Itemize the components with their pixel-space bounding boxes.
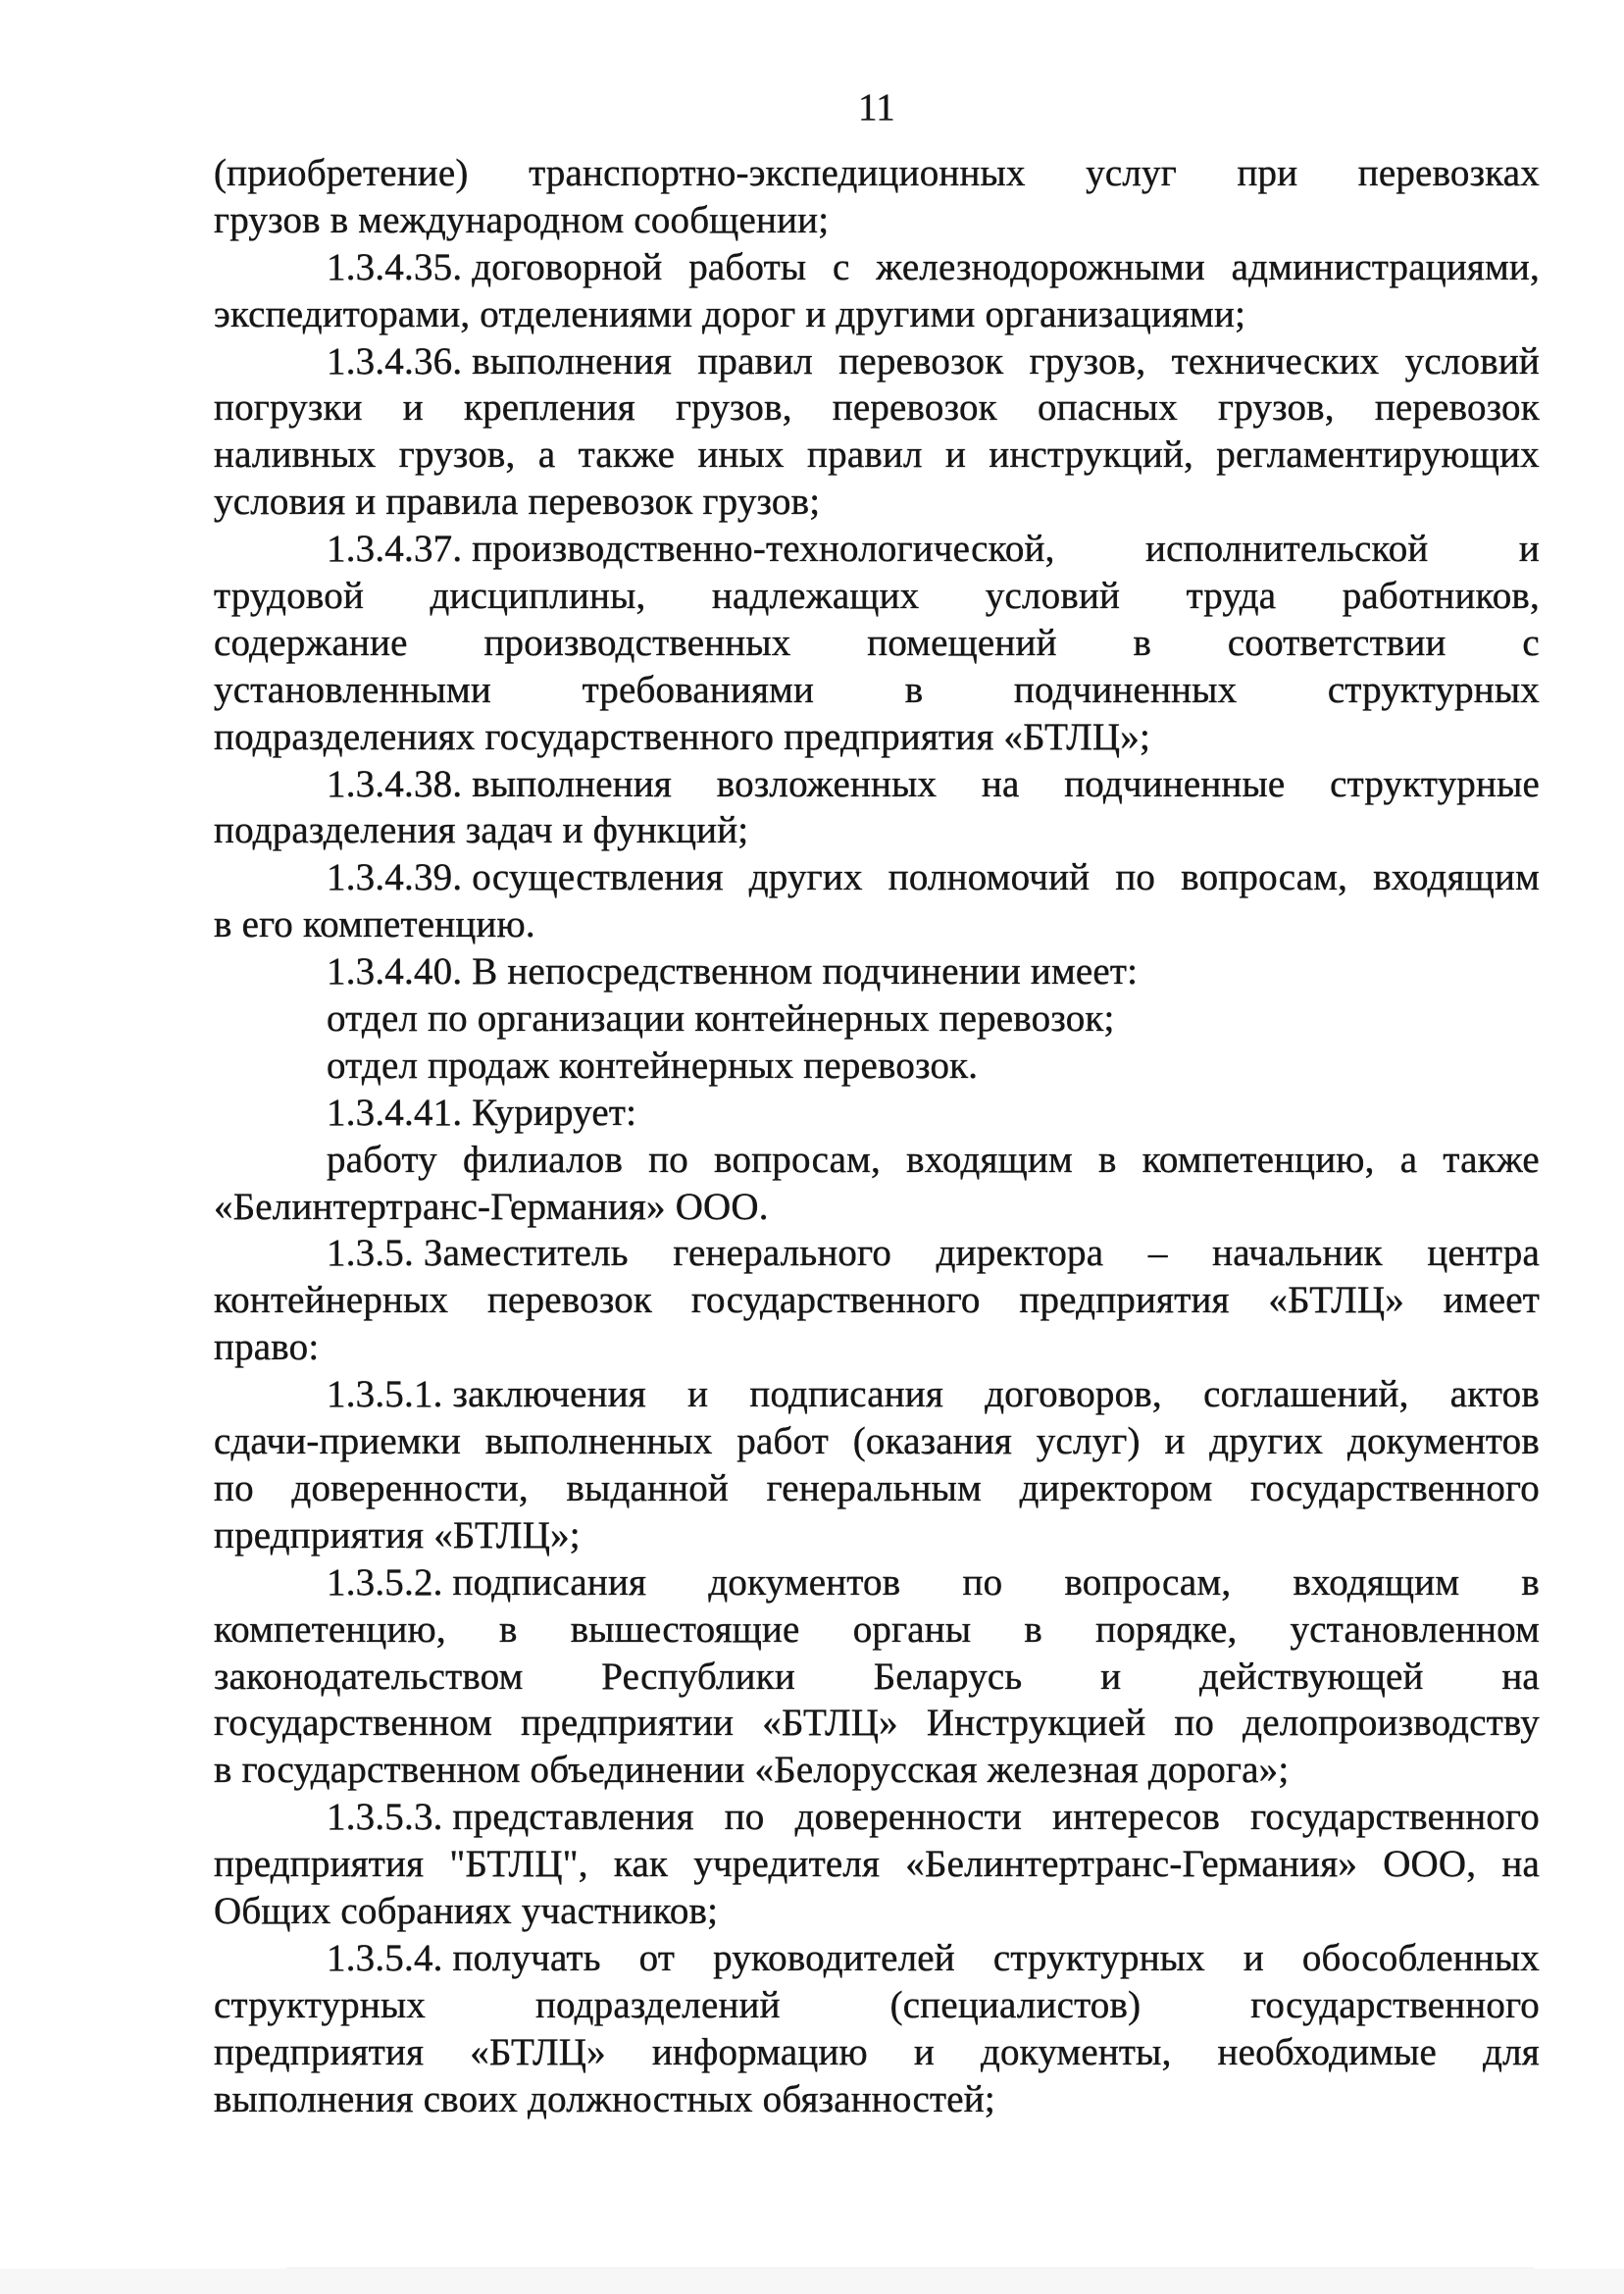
document-text xyxy=(214,150,1540,2122)
text-line: подразделения задач и функций; xyxy=(214,809,749,852)
text-line: Общих собраниях участников; xyxy=(214,1889,719,1932)
paragraph xyxy=(214,150,1540,244)
text-line: 1.3.4.38. выполнения возложенных на подчиненные структурные xyxy=(327,762,1540,805)
text-line: государственном предприятии «БТЛЦ» Инструкцией по делопроизводству xyxy=(214,1702,1540,1745)
text-line: содержание производственных помещений в соответствии с xyxy=(214,621,1540,664)
text-line: отдел по организации контейнерных перевозок; xyxy=(327,997,1115,1041)
text-line: по доверенности, выданной генеральным директором государственного xyxy=(214,1466,1540,1509)
page-number: 11 xyxy=(858,86,895,128)
paragraph xyxy=(214,526,1540,760)
text-line: 1.3.4.40. В непосредственном подчинении имеет: xyxy=(327,950,1139,994)
text-line: предприятия «БТЛЦ»; xyxy=(214,1513,581,1556)
paragraph xyxy=(214,1090,1540,1137)
paragraph xyxy=(214,244,1540,338)
paragraph xyxy=(214,1935,1540,2123)
text-line: 1.3.4.41. Курирует: xyxy=(327,1091,637,1134)
text-line: (приобретение) транспортно-экспедиционных услуг при перевозках xyxy=(214,152,1540,194)
text-line: 1.3.4.37. производственно-технологической, исполнительской и xyxy=(327,528,1540,571)
paragraph xyxy=(214,1043,1540,1090)
text-line: предприятия «БТЛЦ» информацию и документы, необходимые для xyxy=(214,2030,1540,2073)
paragraph xyxy=(214,338,1540,527)
paragraph xyxy=(214,1137,1540,1231)
text-line: 1.3.4.35. договорной работы с железнодорожными администрациями, xyxy=(327,245,1540,288)
text-line: право: xyxy=(214,1326,320,1369)
paragraph xyxy=(214,1794,1540,1935)
text-line: отдел продаж контейнерных перевозок. xyxy=(327,1044,979,1087)
text-line: установленными требованиями в подчиненных структурных xyxy=(214,668,1540,711)
text-line: наливных грузов, а также иных правил и инструкций, регламентирующих xyxy=(214,433,1540,477)
text-line: подразделениях государственного предприятия «БТЛЦ»; xyxy=(214,715,1151,758)
text-line: условия и правила перевозок грузов; xyxy=(214,481,821,524)
text-line: законодательством Республики Беларусь и действующей на xyxy=(214,1655,1540,1698)
text-line: экспедиторами, отделениями дорог и другими организациями; xyxy=(214,292,1246,335)
paragraph xyxy=(214,948,1540,995)
text-line: трудовой дисциплины, надлежащих условий труда работников, xyxy=(214,575,1540,618)
paragraph xyxy=(214,1230,1540,1371)
paragraph xyxy=(214,1559,1540,1794)
text-line: 1.3.5. Заместитель генерального директора – начальник центра xyxy=(327,1232,1540,1275)
paragraph xyxy=(214,761,1540,855)
text-line: работу филиалов по вопросам, входящим в компетенцию, а также xyxy=(327,1138,1540,1181)
paragraph xyxy=(214,995,1540,1043)
text-line: структурных подразделений (специалистов) государственного xyxy=(214,1983,1540,2026)
text-line: предприятия "БТЛЦ", как учредителя «Белинтертранс-Германия» ООО, на xyxy=(214,1843,1540,1886)
text-line: 1.3.5.2. подписания документов по вопросам, входящим в xyxy=(327,1560,1540,1604)
text-line: 1.3.4.36. выполнения правил перевозок грузов, технических условий xyxy=(327,339,1540,382)
text-line: контейнерных перевозок государственного предприятия «БТЛЦ» имеет xyxy=(214,1279,1540,1322)
text-line: сдачи-приемки выполненных работ (оказания услуг) и других документов xyxy=(214,1420,1540,1463)
text-line: 1.3.5.3. представления по доверенности интересов государственного xyxy=(327,1796,1540,1839)
text-line: в его компетенцию. xyxy=(214,903,535,946)
scan-artifact-band xyxy=(0,2269,1624,2294)
text-line: погрузки и крепления грузов, перевозок опасных грузов, перевозок xyxy=(214,386,1540,430)
text-line: грузов в международном сообщении; xyxy=(214,198,830,241)
text-line: в государственном объединении «Белорусская железная дорога»; xyxy=(214,1749,1290,1792)
text-line: выполнения своих должностных обязанностей; xyxy=(214,2077,995,2120)
text-line: 1.3.4.39. осуществления других полномочий по вопросам, входящим xyxy=(327,856,1540,899)
paragraph xyxy=(214,854,1540,948)
text-line: 1.3.5.1. заключения и подписания договоров, соглашений, актов xyxy=(327,1373,1540,1416)
paragraph xyxy=(214,1371,1540,1559)
text-line: компетенцию, в вышестоящие органы в порядке, установленном xyxy=(214,1607,1540,1651)
text-line: «Белинтертранс-Германия» ООО. xyxy=(214,1185,769,1228)
text-line: 1.3.5.4. получать от руководителей структурных и обособленных xyxy=(327,1936,1540,1979)
